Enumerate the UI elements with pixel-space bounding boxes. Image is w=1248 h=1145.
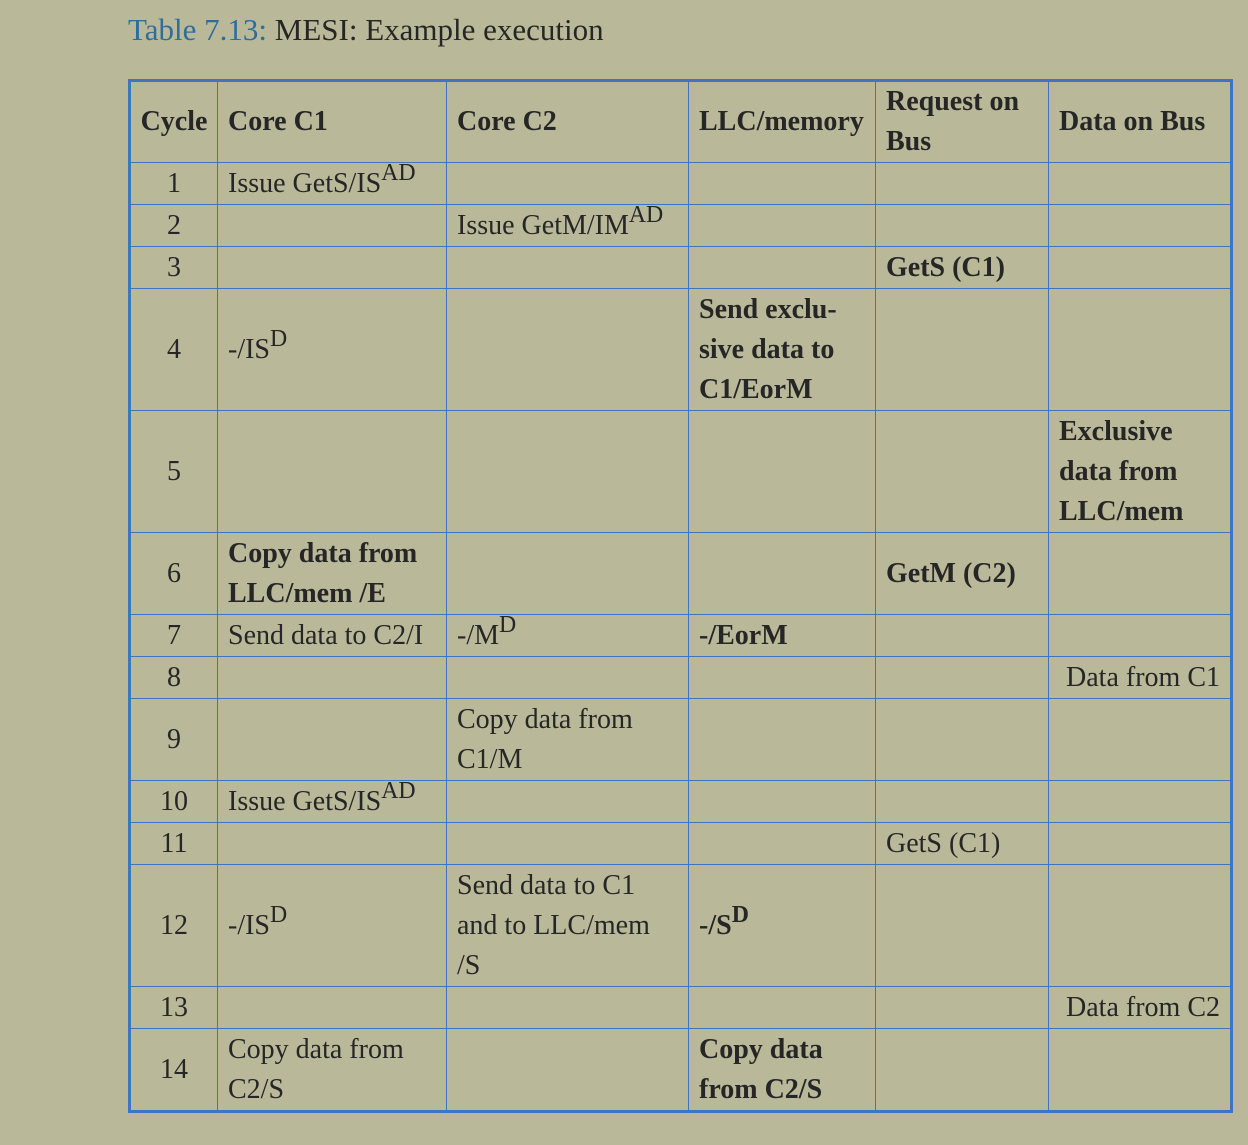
core-c1-cell <box>218 823 447 865</box>
header-llc-memory: LLC/memory <box>689 81 876 163</box>
header-cycle: Cycle <box>130 81 218 163</box>
table-row <box>130 411 1232 533</box>
data-on-bus-cell <box>1049 247 1232 289</box>
core-c2-cell <box>447 781 689 823</box>
caption-label: Table 7.13: <box>128 12 268 47</box>
llc-memory-cell <box>689 781 876 823</box>
cycle-cell: 3 <box>130 247 218 289</box>
request-on-bus-cell <box>876 289 1049 411</box>
table-row <box>130 1029 1232 1112</box>
table-header-row <box>130 81 1232 163</box>
core-c1-cell <box>218 987 447 1029</box>
request-on-bus-cell: GetM (C2) <box>876 533 1049 615</box>
core-c2-cell <box>447 163 689 205</box>
data-on-bus-cell <box>1049 823 1232 865</box>
request-on-bus-cell <box>876 205 1049 247</box>
data-on-bus-cell <box>1049 1029 1232 1112</box>
cycle-cell: 11 <box>130 823 218 865</box>
core-c1-cell: Send data to C2/I <box>218 615 447 657</box>
core-c1-cell <box>218 699 447 781</box>
table-row <box>130 823 1232 865</box>
core-c2-cell <box>447 987 689 1029</box>
data-on-bus-cell <box>1049 205 1232 247</box>
header-core-c1: Core C1 <box>218 81 447 163</box>
llc-memory-cell: -/EorM <box>689 615 876 657</box>
llc-memory-cell <box>689 823 876 865</box>
llc-memory-cell <box>689 205 876 247</box>
request-on-bus-cell <box>876 865 1049 987</box>
llc-memory-cell <box>689 699 876 781</box>
request-on-bus-cell <box>876 411 1049 533</box>
llc-memory-cell <box>689 657 876 699</box>
request-on-bus-cell: GetS (C1) <box>876 247 1049 289</box>
request-on-bus-cell <box>876 163 1049 205</box>
core-c1-cell: $-/IS^D$ <box>218 289 447 411</box>
core-c2-cell: Copy data from C1/M <box>447 699 689 781</box>
table-row <box>130 781 1232 823</box>
header-request-on-bus: Request on Bus <box>876 81 1049 163</box>
table-row <box>130 289 1232 411</box>
table-row <box>130 987 1232 1029</box>
request-on-bus-cell: GetS (C1) <box>876 823 1049 865</box>
table-row <box>130 865 1232 987</box>
core-c2-cell <box>447 289 689 411</box>
cycle-cell: 8 <box>130 657 218 699</box>
llc-memory-cell: $-/S^D$ <box>689 865 876 987</box>
llc-memory-cell <box>689 163 876 205</box>
cycle-cell: 4 <box>130 289 218 411</box>
data-on-bus-cell <box>1049 289 1232 411</box>
llc-memory-cell <box>689 533 876 615</box>
data-on-bus-cell <box>1049 699 1232 781</box>
core-c1-cell <box>218 247 447 289</box>
llc-memory-cell <box>689 411 876 533</box>
core-c2-cell <box>447 657 689 699</box>
core-c2-cell <box>447 823 689 865</box>
cycle-cell: 14 <box>130 1029 218 1112</box>
core-c1-cell: Issue GetS/$IS^{AD}$ <box>218 163 447 205</box>
core-c1-cell: Issue GetS/$IS^{AD}$ <box>218 781 447 823</box>
data-on-bus-cell: Data from C2 <box>1049 987 1232 1029</box>
core-c2-cell <box>447 1029 689 1112</box>
header-core-c2: Core C2 <box>447 81 689 163</box>
core-c2-cell <box>447 411 689 533</box>
core-c2-cell <box>447 247 689 289</box>
cycle-cell: 10 <box>130 781 218 823</box>
table-row <box>130 699 1232 781</box>
data-on-bus-cell: Data from C1 <box>1049 657 1232 699</box>
core-c2-cell <box>447 533 689 615</box>
caption-title: MESI: Example execution <box>274 12 604 47</box>
request-on-bus-cell <box>876 987 1049 1029</box>
core-c1-cell <box>218 205 447 247</box>
request-on-bus-cell <box>876 615 1049 657</box>
core-c2-cell: Issue GetM/$IM^{AD}$ <box>447 205 689 247</box>
table-row <box>130 205 1232 247</box>
core-c1-cell: Copy data from C2/S <box>218 1029 447 1112</box>
table-row <box>130 163 1232 205</box>
data-on-bus-cell <box>1049 615 1232 657</box>
data-on-bus-cell <box>1049 533 1232 615</box>
table-row <box>130 615 1232 657</box>
core-c2-cell: Send data to C1 and to LLC/mem /S <box>447 865 689 987</box>
cycle-cell: 12 <box>130 865 218 987</box>
data-on-bus-cell <box>1049 865 1232 987</box>
request-on-bus-cell <box>876 699 1049 781</box>
table-row <box>130 657 1232 699</box>
data-on-bus-cell <box>1049 163 1232 205</box>
request-on-bus-cell <box>876 1029 1049 1112</box>
llc-memory-cell <box>689 987 876 1029</box>
cycle-cell: 9 <box>130 699 218 781</box>
llc-memory-cell: Send exclu-sive data to C1/EorM <box>689 289 876 411</box>
cycle-cell: 2 <box>130 205 218 247</box>
cycle-cell: 7 <box>130 615 218 657</box>
cycle-cell: 6 <box>130 533 218 615</box>
request-on-bus-cell <box>876 781 1049 823</box>
cycle-cell: 13 <box>130 987 218 1029</box>
core-c1-cell: $-/IS^D$ <box>218 865 447 987</box>
llc-memory-cell <box>689 247 876 289</box>
mesi-execution-table <box>128 79 1233 1113</box>
core-c1-cell <box>218 657 447 699</box>
core-c2-cell: $-/M^D$ <box>447 615 689 657</box>
cycle-cell: 5 <box>130 411 218 533</box>
llc-memory-cell: Copy data from C2/S <box>689 1029 876 1112</box>
header-data-on-bus: Data on Bus <box>1049 81 1232 163</box>
data-on-bus-cell: Exclusive data from LLC/mem <box>1049 411 1232 533</box>
table-row <box>130 533 1232 615</box>
data-on-bus-cell <box>1049 781 1232 823</box>
request-on-bus-cell <box>876 657 1049 699</box>
core-c1-cell <box>218 411 447 533</box>
table-row <box>130 247 1232 289</box>
cycle-cell: 1 <box>130 163 218 205</box>
table-caption <box>128 10 604 50</box>
core-c1-cell: Copy data from LLC/mem /E <box>218 533 447 615</box>
